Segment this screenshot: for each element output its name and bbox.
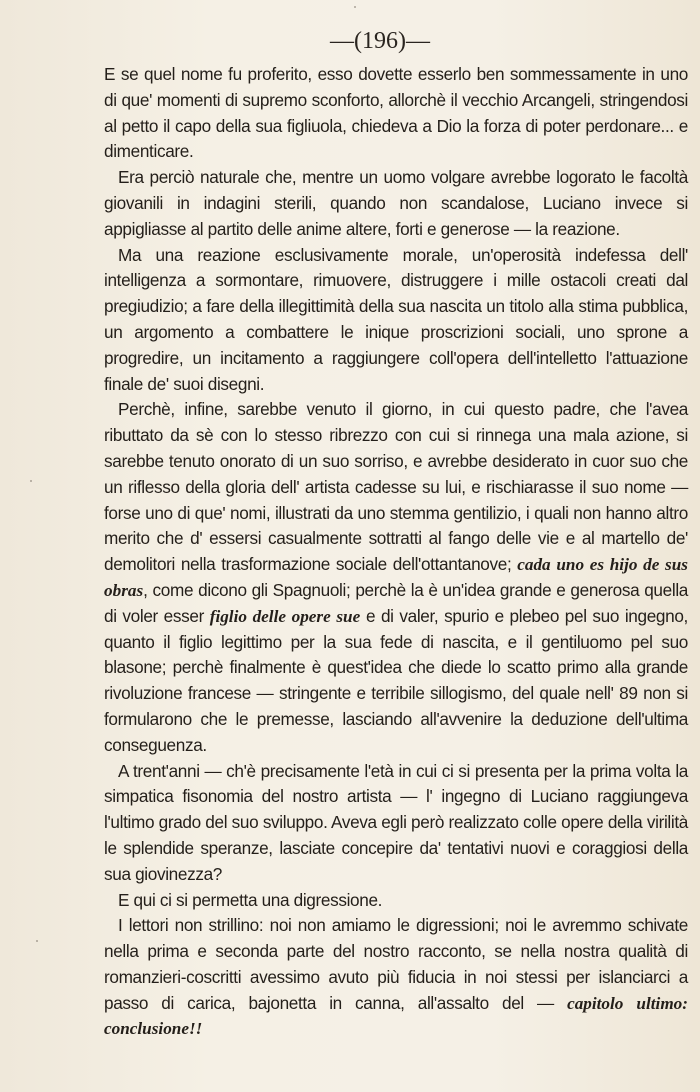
paragraph-7	[104, 913, 688, 1042]
paragraph-5: A trent'anni — ch'è precisamente l'età in cui ci si presenta per la prima volta la simpatica fisonomia del nostro artista — l' ingegno di Luciano raggiungeva l'ultimo grado del suo sviluppo. Aveva egli però realizzato colle opere della virilità le splendide speranze, lasciate concepire da' tentativi nuovi e coraggiosi della sua giovinezza?	[104, 760, 688, 884]
paragraph-7-text: I lettori non strillino: noi non amiamo le digressioni; noi le avremmo schivate nella prima e seconda parte del nostro racconto, se nella nostra qualità di romanzieri-coscritti avessimo avuto più fiducia in noi stessi per islanciarci a passo di carica, bajonetta in canna, all'assalto del —	[104, 915, 688, 1013]
body-text	[104, 62, 688, 1042]
paragraph-4-text-c: e di valer, spurio e plebeo pel suo ingegno, quanto il figlio legittimo per la sua fede di nascita, e il gentiluomo pel suo blasone; perchè finalmente è quest'idea che diede lo scatto primo alla grande rivoluzione francese — stringente e terribile sillogismo, del quale nell' 89 non si formularono che le premesse, lasciando all'avvenire la deduzione dell'ultima conseguenza.	[104, 605, 688, 755]
paper-speck	[354, 6, 356, 8]
figlio-phrase: figlio delle opere sue	[209, 606, 361, 626]
paragraph-3: Ma una reazione esclusivamente morale, un'operosità indefessa dell' intelligenza a sormontare, rimuovere, distruggere i mille ostacoli creati dal pregiudizio; a fare della illegittimità della sua nascita un titolo alla stima pubblica, un argomento a combattere le inique proscrizioni sociali, uno sprone a progredire, un incitamento a raggiungere coll'opera dell'intelletto l'attuazione finale de' suoi disegni.	[104, 244, 688, 394]
paragraph-4-text-a: Perchè, infine, sarebbe venuto il giorno, in cui questo padre, che l'avea ributtato da sè con lo stesso ribrezzo con cui si rinnega una mala azione, si sarebbe tenuto onorato di un suo sorriso, e avrebbe desiderato in cuor suo che un riflesso della gloria dell' artista cadesse su lui, e rischiarasse il suo nome — forse uno di que' nomi, illustrati da uno stemma gentilizio, i quali non hanno altro merito che d' essersi casualmente sottratti al fango delle vie e al martello de' demolitori nella trasformazione sociale dell'ottantanove;	[104, 399, 688, 575]
paragraph-6: E qui ci si permetta una digressione.	[118, 889, 383, 910]
paragraph-4	[104, 397, 688, 758]
paragraph-2: Era perciò naturale che, mentre un uomo volgare avrebbe logorato le facoltà giovanili in indagini sterili, quando non scandalose, Luciano invece si appigliasse al partito delle anime altere, forti e generose — la reazione.	[104, 167, 688, 239]
chapter-reference: capitolo ultimo: conclusione!!	[104, 993, 689, 1039]
spanish-proverb: cada uno es hijo de sus obras	[104, 555, 688, 600]
paper-speck	[30, 480, 32, 482]
page-number: —(196)—	[330, 28, 430, 54]
paper-speck	[36, 940, 38, 942]
paragraph-1: E se quel nome fu proferito, esso dovette esserlo ben sommessamente in uno di que' momenti di supremo sconforto, allorchè il vecchio Arcangeli, stringendosi al petto il capo della sua figliuola, chiedeva a Dio la forza di poter perdonare... e dimenticare.	[104, 64, 688, 162]
paragraph-4-text-b: , come dicono gli Spagnuoli; perchè la è un'idea grande e generosa quella di voler esser	[104, 579, 688, 626]
